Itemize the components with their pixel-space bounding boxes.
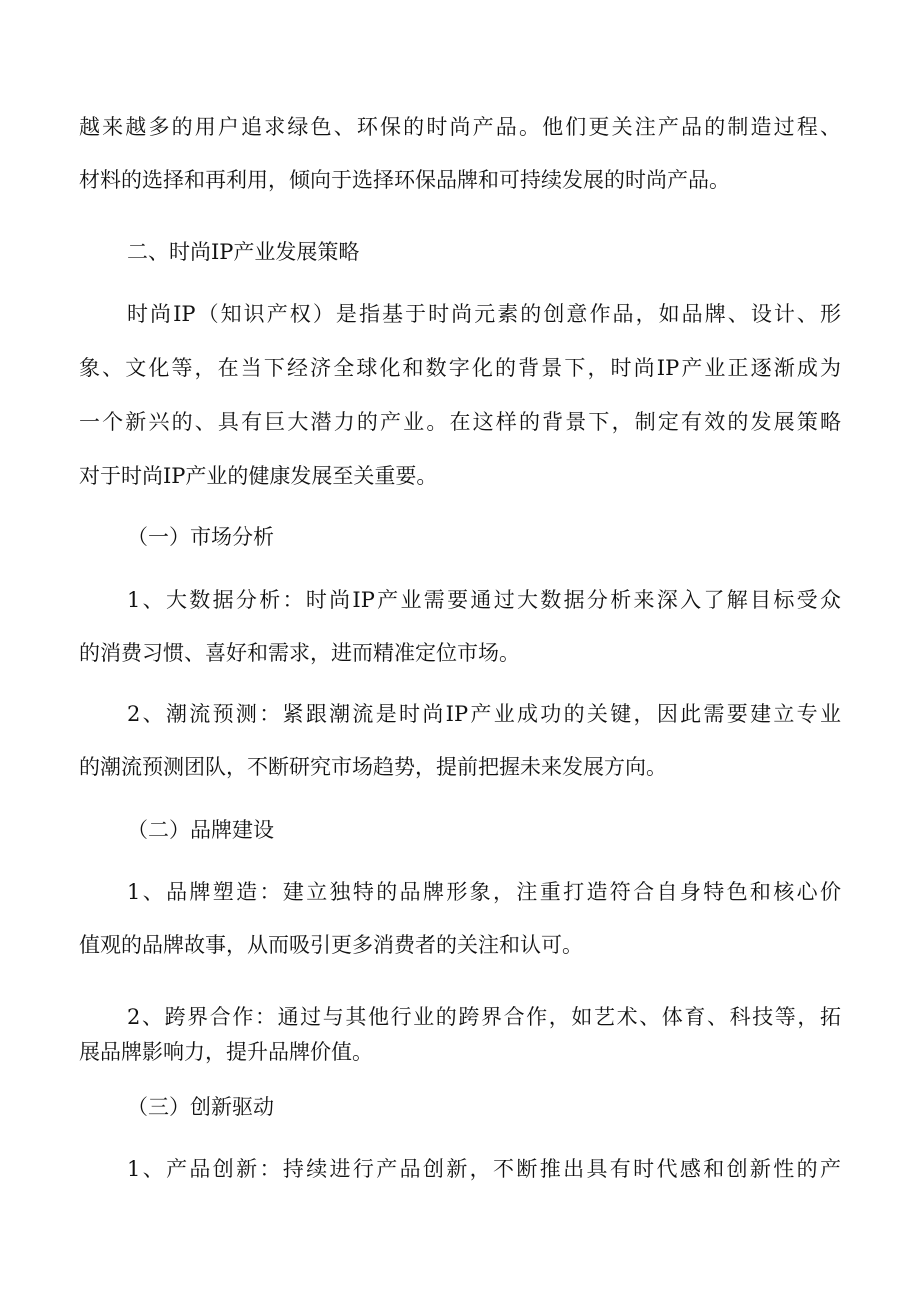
paragraph-definition-line-1: 时尚IP（知识产权）是指基于时尚元素的创意作品，如品牌、设计、形 [127, 302, 841, 326]
paragraph-brand-shaping-line-1: 1、品牌塑造：建立独特的品牌形象，注重打造符合自身特色和核心价 [127, 880, 841, 904]
paragraph-intro-line-2: 材料的选择和再利用，倾向于选择环保品牌和可持续发展的时尚产品。 [79, 168, 730, 192]
paragraph-bigdata-line-2: 的消费习惯、喜好和需求，进而精准定位市场。 [79, 641, 520, 665]
paragraph-definition-line-2: 象、文化等，在当下经济全球化和数字化的背景下，时尚IP产业正逐渐成为 [79, 356, 841, 380]
paragraph-brand-shaping-line-2: 值观的品牌故事，从而吸引更多消费者的关注和认可。 [79, 933, 583, 957]
subheading-brand-building: （二）品牌建设 [127, 818, 274, 842]
paragraph-trend-line-1: 2、潮流预测：紧跟潮流是时尚IP产业成功的关键，因此需要建立专业 [127, 702, 841, 726]
subheading-market-analysis: （一）市场分析 [127, 525, 274, 549]
paragraph-definition-line-3: 一个新兴的、具有巨大潜力的产业。在这样的背景下，制定有效的发展策略 [79, 410, 841, 434]
paragraph-trend-line-2: 的潮流预测团队，不断研究市场趋势，提前把握未来发展方向。 [79, 755, 667, 779]
paragraph-intro-line-1: 越来越多的用户追求绿色、环保的时尚产品。他们更关注产品的制造过程、 [79, 115, 841, 139]
paragraph-bigdata-line-1: 1、大数据分析：时尚IP产业需要通过大数据分析来深入了解目标受众 [127, 588, 841, 612]
paragraph-product-innovation-line-1: 1、产品创新：持续进行产品创新，不断推出具有时代感和创新性的产 [127, 1157, 841, 1181]
paragraph-definition-line-4: 对于时尚IP产业的健康发展至关重要。 [79, 464, 438, 488]
paragraph-crossover-line-1: 2、跨界合作：通过与其他行业的跨界合作，如艺术、体育、科技等，拓 [127, 1005, 841, 1029]
subheading-innovation: （三）创新驱动 [127, 1095, 274, 1119]
paragraph-crossover-line-2: 展品牌影响力，提升品牌价值。 [79, 1040, 373, 1064]
section-heading: 二、时尚IP产业发展策略 [127, 240, 360, 264]
